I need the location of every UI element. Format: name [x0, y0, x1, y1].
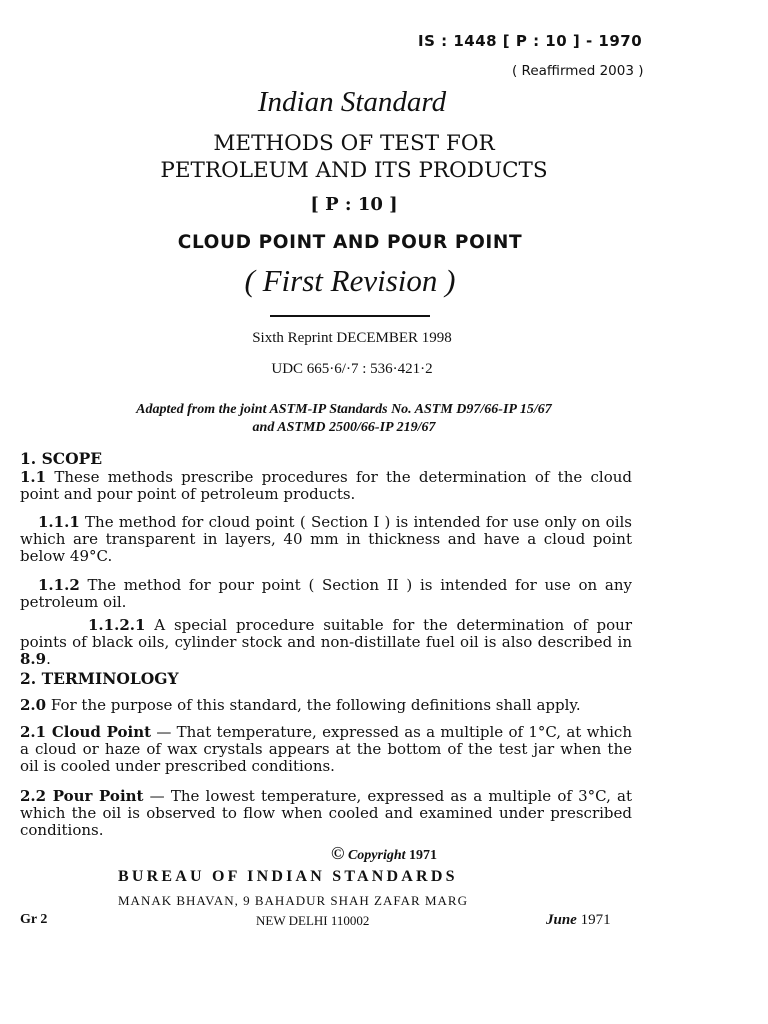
- reaffirmed-note: ( Reaffirmed 2003 ): [512, 63, 644, 79]
- date-year: 1971: [580, 912, 611, 928]
- title-indian-standard: Indian Standard: [257, 86, 447, 118]
- paragraph-1-1-2: [20, 577, 632, 611]
- copyright-year: 1971: [409, 848, 438, 863]
- paragraph-1-1-1: [20, 514, 632, 565]
- clause-number: 2.1: [20, 723, 47, 741]
- clause-text: A special procedure suitable for the determination of pour points of black oils, cylinder stock and non-distillate fuel oil is also described in: [20, 616, 632, 651]
- copyright-icon: ©: [330, 843, 345, 863]
- clause-text: These methods prescribe procedures for the determination of the cloud point and pour point of petroleum products.: [20, 468, 632, 503]
- clause-text: For the purpose of this standard, the following definitions shall apply.: [46, 696, 581, 714]
- paragraph-1-1-2-1: [20, 617, 632, 668]
- clause-text: The method for pour point ( Section II ) is intended for use on any petroleum oil.: [20, 576, 632, 611]
- title-line-1: METHODS OF TEST FOR: [213, 131, 495, 156]
- publisher-address: MANAK BHAVAN, 9 BAHADUR SHAH ZAFAR MARG: [118, 893, 468, 908]
- adapted-line-1: Adapted from the joint ASTM-IP Standards No. ASTM D97/66-IP 15/67: [136, 402, 552, 417]
- paragraph-2-1: [20, 724, 632, 775]
- reprint-line: Sixth Reprint DECEMBER 1998: [252, 330, 452, 346]
- title-divider: [270, 315, 430, 317]
- title-line-2: PETROLEUM AND ITS PRODUCTS: [160, 158, 548, 183]
- part-number: [ P : 10 ]: [310, 194, 398, 215]
- price-grade: Gr 2: [20, 912, 48, 927]
- publisher-city: NEW DELHI 110002: [256, 913, 370, 928]
- section-heading-terminology: 2. TERMINOLOGY: [20, 669, 179, 688]
- clause-number: 1.1: [20, 468, 47, 486]
- paragraph-2-0: [20, 697, 632, 714]
- paragraph-1-1: [20, 469, 632, 503]
- clause-text: The method for cloud point ( Section I ) is intended for use only on oils which are transparent in layers, 40 mm in thickness and have a cloud point below 49°C.: [20, 513, 632, 565]
- section-heading-scope: 1. SCOPE: [20, 449, 103, 468]
- publisher-name: BUREAU OF INDIAN STANDARDS: [118, 868, 458, 885]
- defined-term: Pour Point: [46, 787, 144, 805]
- standard-number: IS : 1448 [ P : 10 ] - 1970: [418, 32, 643, 50]
- udc-code: UDC 665·6/·7 : 536·421·2: [271, 361, 433, 377]
- clause-text: — That temperature, expressed as a multiple of 1°C, at which a cloud or haze of wax crystals appears at the bottom of the test jar when the oil is cooled under prescribed conditions.: [20, 723, 632, 775]
- revision-title: ( First Revision ): [244, 263, 456, 298]
- publication-date: [546, 912, 611, 929]
- adapted-line-2: and ASTMD 2500/66-IP 219/67: [252, 420, 436, 435]
- clause-end: .: [46, 650, 51, 668]
- clause-number: 2.0: [20, 696, 47, 714]
- clause-reference: 8.9: [20, 650, 47, 668]
- clause-number: 1.1.2.1: [88, 616, 146, 634]
- clause-number: 1.1.1: [38, 513, 80, 531]
- clause-text: — The lowest temperature, expressed as a multiple of 3°C, at which the oil is observed to flow when cooled and examined under prescribed conditions.: [20, 787, 632, 839]
- clause-number: 2.2: [20, 787, 47, 805]
- subject-title: CLOUD POINT AND POUR POINT: [177, 232, 523, 253]
- date-month: June: [546, 912, 577, 928]
- clause-number: 1.1.2: [38, 576, 80, 594]
- copyright-word: Copyright: [347, 848, 406, 863]
- copyright-line: [0, 843, 768, 864]
- paragraph-2-2: [20, 788, 632, 839]
- adapted-from-note: [0, 401, 728, 437]
- defined-term: Cloud Point: [46, 723, 152, 741]
